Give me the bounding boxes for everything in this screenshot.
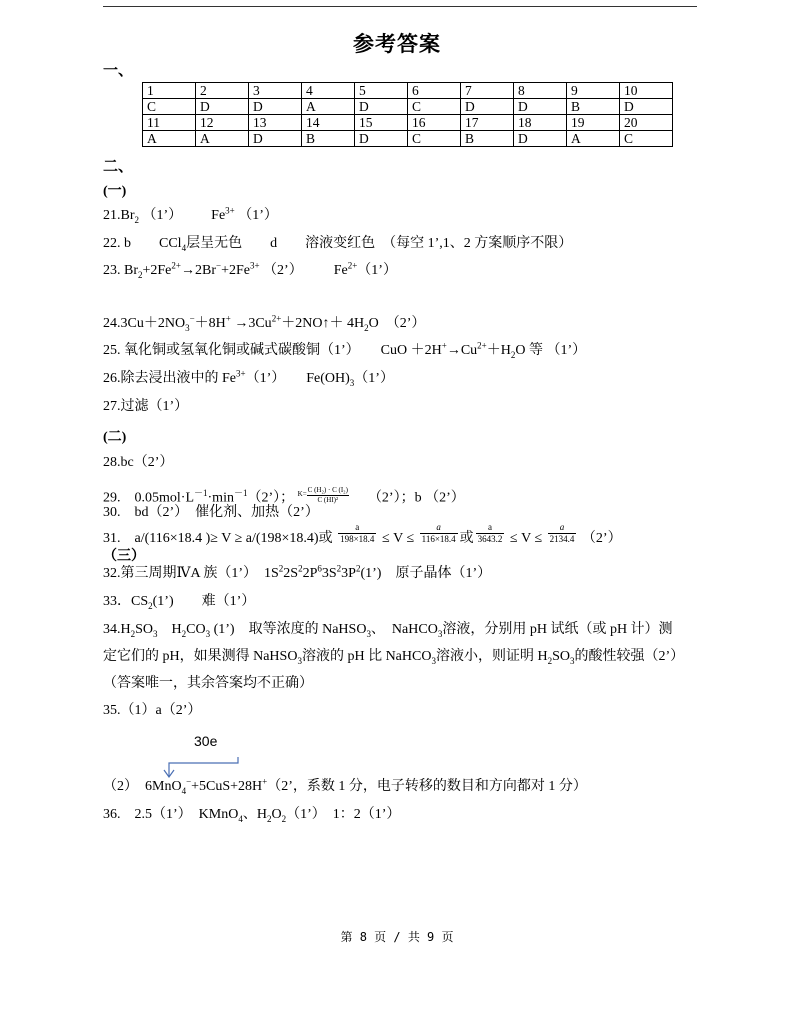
table-cell: 4 xyxy=(302,83,355,99)
table-cell: 16 xyxy=(408,115,461,131)
page-title: 参考答案 xyxy=(353,32,441,56)
table-cell: 13 xyxy=(249,115,302,131)
answer-24: $24.3Cu+2NO_3^-+8H^+$ $\to 3Cu^{2+}+2NO↑+ 4H_2O$ （2’） xyxy=(103,313,426,333)
table-cell: 17 xyxy=(461,115,514,131)
table-cell: A xyxy=(196,131,249,147)
table-cell: C xyxy=(408,99,461,115)
table-cell: D xyxy=(620,99,673,115)
table-cell: 20 xyxy=(620,115,673,131)
table-cell: D xyxy=(249,99,302,115)
table-cell: 9 xyxy=(567,83,620,99)
table-cell: 1 xyxy=(143,83,196,99)
table-cell: 18 xyxy=(514,115,567,131)
table-cell: D xyxy=(249,131,302,147)
table-cell: D xyxy=(461,99,514,115)
table-cell: A xyxy=(567,131,620,147)
table-cell: 5 xyxy=(355,83,408,99)
table-row xyxy=(143,83,673,99)
top-rule xyxy=(103,6,697,7)
table-cell: C xyxy=(143,99,196,115)
table-cell: 8 xyxy=(514,83,567,99)
answer-32: 32.第三周期ⅣA 族（1’） $1S^22S^22P^63S^23P^2(1’)$ 原子晶体（1’） xyxy=(103,563,492,581)
table-cell: B xyxy=(567,99,620,115)
answer-27: 27.过滤（1’） xyxy=(103,399,189,414)
answer-23: 23. $Br_2+2Fe^{2+}\to 2Br^-+2Fe^{3+}$ （2’） $Fe^{2+}(1’)$ xyxy=(103,260,397,280)
answer-table xyxy=(142,82,673,147)
answer-34-line-3: （答案唯一，其余答案均不正确） xyxy=(103,676,313,691)
table-row xyxy=(143,115,673,131)
table-cell: 6 xyxy=(408,83,461,99)
part-two-label: (二) xyxy=(103,430,127,445)
answer-22: 22. b CCl$_4$层呈无色 d 溶液变红色 （每空 1’,1、2 方案顺序不限） xyxy=(103,236,573,253)
part-three-label: （三） xyxy=(103,549,145,564)
answer-35-part-2: （2） 6MnO$_4$−+5CuS+28H+（2’，系数 1 分，电子转移的数目和方向都对 1 分） xyxy=(103,776,587,796)
section-one-label: 一、 xyxy=(103,63,134,79)
table-cell: 14 xyxy=(302,115,355,131)
table-cell: D xyxy=(355,131,408,147)
table-row xyxy=(143,99,673,115)
answer-34-line-1: $34.H_2SO_3$ $H_2CO_3$ (1’) 取等浓度的 NaHSO$_3$、 NaHCO$_3$溶液，分别用 pH 试纸（或 pH 计）测 xyxy=(103,622,673,639)
table-cell: B xyxy=(461,131,514,147)
table-cell: 10 xyxy=(620,83,673,99)
table-cell: C xyxy=(620,131,673,147)
answer-25: 25. 氧化铜或氢氧化铜或碱式碳酸铜（1’） CuO $+2H^+\to Cu^{2+}+H_2O$ 等 （1’） xyxy=(103,340,587,360)
table-cell: 12 xyxy=(196,115,249,131)
electron-transfer-label: 30e xyxy=(194,733,218,749)
answer-36: 36. 2.5（1’） KMnO$_4$、$H_2O_2(1’)$ 1：2（1’） xyxy=(103,807,401,824)
answer-30: 30. bd（2’） 催化剂、加热（2’） xyxy=(103,505,319,520)
table-cell: D xyxy=(196,99,249,115)
table-cell: A xyxy=(302,99,355,115)
table-row xyxy=(143,131,673,147)
answer-26: 26.除去浸出液中的 $Fe^{3+}(1’)$ $Fe(OH)_3(1’)$ xyxy=(103,368,394,388)
table-cell: 15 xyxy=(355,115,408,131)
table-cell: A xyxy=(143,131,196,147)
answer-28: 28.bc（2’） xyxy=(103,455,174,470)
table-cell: C xyxy=(408,131,461,147)
page-footer: 第 8 页 / 共 9 页 xyxy=(340,930,454,944)
equilibrium-constant-fraction: $\frac{\text{C (H₂) · C (I₂)}}{\text{C (HI)²}}$ xyxy=(307,485,348,504)
table-cell: D xyxy=(355,99,408,115)
table-cell: 19 xyxy=(567,115,620,131)
answer-34-line-2: 定它们的 pH，如果测得 NaHSO$_3$溶液的 pH 比 NaHCO$_3$溶液小，则证明 $H_2SO_3$的酸性较强（2’） xyxy=(103,649,685,666)
table-cell: 3 xyxy=(249,83,302,99)
part-one-label: (一) xyxy=(103,184,127,199)
section-two-label: 二、 xyxy=(103,159,134,175)
table-cell: D xyxy=(514,131,567,147)
answer-29: 29. $0.05mol\cdot L^{-1}\cdot\min^{-1}(2’)$； $^{K=}$ $\frac{\text{C (H₂) · C (I₂)}}{\text{C (HI)²}}$ （2’）；b （2’） xyxy=(103,485,465,506)
table-cell: D xyxy=(514,99,567,115)
answer-33: 33．$CS_2(1’)$ 难（1’） xyxy=(103,594,256,611)
table-cell: 7 xyxy=(461,83,514,99)
answer-21: $21.Br_2$ （1’） $Fe^{3+}$ （1’） xyxy=(103,205,278,225)
table-cell: B xyxy=(302,131,355,147)
table-cell: 11 xyxy=(143,115,196,131)
answer-31: 31. a/(116×18.4 )≥ V ≥ a/(198×18.4)或 $\frac{a}{198\times 18.4}$ ≤ V ≤ $\frac{a}{116\times 18.4}$ 或 $\frac{a}{3643.2}$ ≤ V ≤ $\frac{a}{2134.4}$ （2’） xyxy=(103,522,622,546)
answer-35-part-1: 35.（1）a（2’） xyxy=(103,703,202,718)
table-cell: 2 xyxy=(196,83,249,99)
